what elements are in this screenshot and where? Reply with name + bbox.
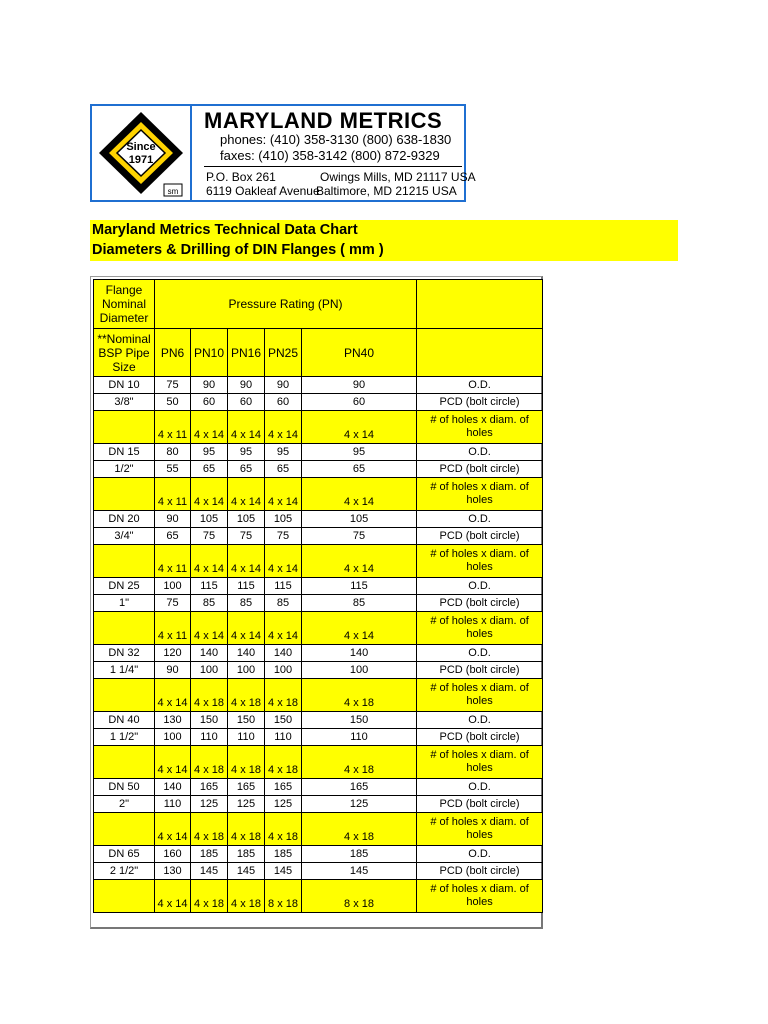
bsp-pipe-size-cell: 2 1/2" [94,863,155,880]
pcd-value-cell: 60 [302,394,417,411]
od-value-cell: 185 [228,846,265,863]
table-row-holes [94,478,543,511]
od-value-cell: 115 [228,578,265,595]
pcd-value-cell: 75 [155,595,191,612]
holes-blank-cell [94,813,155,846]
holes-blank-cell [94,478,155,511]
pcd-value-cell: 125 [191,796,228,813]
table-row-od [94,779,543,796]
pcd-value-cell: 145 [302,863,417,880]
holes-value-cell: 4 x 18 [265,813,302,846]
od-value-cell: 115 [265,578,302,595]
table-row-holes [94,880,543,913]
pcd-value-cell: 65 [191,461,228,478]
flange-nominal-diameter-cell: DN 65 [94,846,155,863]
pcd-value-cell: 110 [191,729,228,746]
pcd-label-cell: PCD (bolt circle) [417,729,543,746]
holes-value-cell: 4 x 18 [191,679,228,712]
holes-value-cell: 4 x 14 [265,612,302,645]
holes-value-cell: 4 x 14 [265,478,302,511]
flange-nominal-diameter-cell: DN 50 [94,779,155,796]
od-value-cell: 185 [265,846,302,863]
pcd-value-cell: 125 [302,796,417,813]
emblem-sm-text: sm [167,187,179,196]
od-value-cell: 75 [155,377,191,394]
holes-blank-cell [94,411,155,444]
holes-value-cell: 4 x 14 [191,411,228,444]
holes-value-cell: 4 x 14 [228,411,265,444]
address-po-box: P.O. Box 261 [206,170,276,184]
holes-blank-cell [94,545,155,578]
od-value-cell: 115 [302,578,417,595]
holes-value-cell: 4 x 14 [302,545,417,578]
pcd-value-cell: 100 [265,662,302,679]
holes-value-cell: 4 x 14 [155,813,191,846]
holes-label-cell: # of holes x diam. of holes [417,411,543,444]
holes-value-cell: 4 x 11 [155,411,191,444]
pcd-value-cell: 100 [155,729,191,746]
holes-value-cell: 4 x 18 [302,813,417,846]
od-value-cell: 90 [191,377,228,394]
holes-label-cell: # of holes x diam. of holes [417,880,543,913]
od-label-cell: O.D. [417,578,543,595]
header-blank-top [417,280,543,329]
holes-value-cell: 4 x 14 [228,612,265,645]
bsp-pipe-size-cell: 3/8" [94,394,155,411]
pcd-value-cell: 125 [228,796,265,813]
table-row-holes [94,411,543,444]
holes-value-cell: 4 x 14 [228,545,265,578]
emblem-year-text: 1971 [128,154,154,166]
holes-value-cell: 4 x 18 [228,813,265,846]
holes-value-cell: 4 x 14 [155,746,191,779]
pcd-value-cell: 65 [228,461,265,478]
table-row-pcd [94,461,543,478]
bsp-pipe-size-cell: 1/2" [94,461,155,478]
holes-value-cell: 4 x 18 [228,880,265,913]
od-value-cell: 130 [155,712,191,729]
holes-label-cell: # of holes x diam. of holes [417,746,543,779]
pcd-value-cell: 50 [155,394,191,411]
table-row-holes [94,545,543,578]
header-pn40: PN40 [302,329,417,377]
od-value-cell: 95 [265,444,302,461]
table-row-pcd [94,595,543,612]
flange-nominal-diameter-cell: DN 25 [94,578,155,595]
holes-blank-cell [94,612,155,645]
holes-blank-cell [94,746,155,779]
od-value-cell: 80 [155,444,191,461]
table-row-pcd [94,528,543,545]
holes-value-cell: 4 x 14 [302,612,417,645]
header-pn25: PN25 [265,329,302,377]
od-value-cell: 150 [228,712,265,729]
flange-nominal-diameter-cell: DN 15 [94,444,155,461]
od-value-cell: 100 [155,578,191,595]
od-value-cell: 140 [191,645,228,662]
od-value-cell: 185 [302,846,417,863]
holes-value-cell: 4 x 14 [228,478,265,511]
od-label-cell: O.D. [417,444,543,461]
od-value-cell: 140 [228,645,265,662]
od-value-cell: 140 [302,645,417,662]
holes-blank-cell [94,880,155,913]
od-value-cell: 120 [155,645,191,662]
od-value-cell: 150 [302,712,417,729]
holes-blank-cell [94,679,155,712]
pcd-value-cell: 90 [155,662,191,679]
od-label-cell: O.D. [417,846,543,863]
holes-value-cell: 4 x 14 [265,545,302,578]
holes-value-cell: 4 x 18 [265,746,302,779]
od-value-cell: 165 [191,779,228,796]
holes-value-cell: 4 x 18 [265,679,302,712]
header-flange-nominal-diameter: Flange Nominal Diameter [94,280,155,329]
flange-table-frame [90,276,543,929]
od-value-cell: 105 [302,511,417,528]
table-row-pcd [94,863,543,880]
pcd-value-cell: 145 [228,863,265,880]
table-row-pcd [94,662,543,679]
pcd-value-cell: 75 [228,528,265,545]
title-banner [90,220,678,261]
pcd-label-cell: PCD (bolt circle) [417,461,543,478]
pcd-label-cell: PCD (bolt circle) [417,595,543,612]
holes-value-cell: 8 x 18 [302,880,417,913]
holes-value-cell: 4 x 18 [228,679,265,712]
header-pn16: PN16 [228,329,265,377]
holes-value-cell: 4 x 11 [155,545,191,578]
table-header-row-1 [94,280,543,329]
flange-nominal-diameter-cell: DN 32 [94,645,155,662]
table-row-holes [94,679,543,712]
pcd-value-cell: 55 [155,461,191,478]
holes-label-cell: # of holes x diam. of holes [417,478,543,511]
holes-value-cell: 4 x 14 [155,679,191,712]
holes-label-cell: # of holes x diam. of holes [417,813,543,846]
pcd-value-cell: 110 [155,796,191,813]
pcd-value-cell: 110 [228,729,265,746]
od-value-cell: 90 [155,511,191,528]
pcd-value-cell: 75 [191,528,228,545]
od-value-cell: 165 [228,779,265,796]
od-value-cell: 165 [302,779,417,796]
pcd-label-cell: PCD (bolt circle) [417,796,543,813]
holes-value-cell: 4 x 14 [302,411,417,444]
din-flange-table [93,279,543,913]
holes-value-cell: 4 x 18 [191,813,228,846]
pcd-value-cell: 145 [191,863,228,880]
od-value-cell: 140 [155,779,191,796]
table-row-od [94,846,543,863]
table-row-holes [94,612,543,645]
header-pressure-rating: Pressure Rating (PN) [155,280,417,329]
bsp-pipe-size-cell: 1 1/2" [94,729,155,746]
table-row-od [94,511,543,528]
od-label-cell: O.D. [417,511,543,528]
holes-value-cell: 4 x 11 [155,612,191,645]
header-pn6: PN6 [155,329,191,377]
bsp-pipe-size-cell: 1 1/4" [94,662,155,679]
holes-value-cell: 8 x 18 [265,880,302,913]
pcd-value-cell: 85 [265,595,302,612]
pcd-value-cell: 65 [155,528,191,545]
table-row-od [94,377,543,394]
pcd-value-cell: 110 [302,729,417,746]
table-row-holes [94,813,543,846]
table-row-od [94,645,543,662]
company-faxes: faxes: (410) 358-3142 (800) 872-9329 [220,148,440,163]
pcd-value-cell: 100 [228,662,265,679]
od-value-cell: 105 [191,511,228,528]
pcd-value-cell: 100 [191,662,228,679]
bsp-pipe-size-cell: 3/4" [94,528,155,545]
pcd-value-cell: 60 [265,394,302,411]
od-value-cell: 95 [191,444,228,461]
pcd-value-cell: 85 [191,595,228,612]
bsp-pipe-size-cell: 1" [94,595,155,612]
pcd-value-cell: 85 [302,595,417,612]
chart-subtitle: Diameters & Drilling of DIN Flanges ( mm ) [92,242,384,258]
holes-value-cell: 4 x 18 [191,880,228,913]
pcd-value-cell: 75 [265,528,302,545]
pcd-value-cell: 100 [302,662,417,679]
pcd-value-cell: 125 [265,796,302,813]
flange-nominal-diameter-cell: DN 20 [94,511,155,528]
pcd-value-cell: 130 [155,863,191,880]
table-row-od [94,444,543,461]
table-row-pcd [94,394,543,411]
company-name: MARYLAND METRICS [204,108,443,133]
od-label-cell: O.D. [417,779,543,796]
table-header-row-2 [94,329,543,377]
header-blank-bottom [417,329,543,377]
pcd-value-cell: 65 [302,461,417,478]
logo-emblem-frame [92,106,192,200]
od-value-cell: 185 [191,846,228,863]
holes-label-cell: # of holes x diam. of holes [417,679,543,712]
holes-value-cell: 4 x 18 [302,679,417,712]
od-value-cell: 150 [191,712,228,729]
od-value-cell: 90 [228,377,265,394]
holes-value-cell: 4 x 11 [155,478,191,511]
od-value-cell: 95 [228,444,265,461]
header-pn10: PN10 [191,329,228,377]
pcd-label-cell: PCD (bolt circle) [417,863,543,880]
pcd-value-cell: 145 [265,863,302,880]
flange-nominal-diameter-cell: DN 10 [94,377,155,394]
od-value-cell: 140 [265,645,302,662]
flange-nominal-diameter-cell: DN 40 [94,712,155,729]
od-value-cell: 165 [265,779,302,796]
pcd-value-cell: 65 [265,461,302,478]
od-label-cell: O.D. [417,712,543,729]
od-value-cell: 95 [302,444,417,461]
address-city-1: Owings Mills, MD 21117 USA [320,170,476,184]
pcd-value-cell: 60 [228,394,265,411]
pcd-label-cell: PCD (bolt circle) [417,394,543,411]
od-label-cell: O.D. [417,377,543,394]
od-label-cell: O.D. [417,645,543,662]
holes-value-cell: 4 x 18 [302,746,417,779]
holes-label-cell: # of holes x diam. of holes [417,545,543,578]
pcd-value-cell: 85 [228,595,265,612]
holes-value-cell: 4 x 14 [191,612,228,645]
pcd-value-cell: 110 [265,729,302,746]
pcd-value-cell: 75 [302,528,417,545]
since-1971-emblem [94,108,188,198]
holes-value-cell: 4 x 18 [191,746,228,779]
header-nominal-bsp-pipe-size: **Nominal BSP Pipe Size [94,329,155,377]
table-row-od [94,712,543,729]
od-value-cell: 90 [302,377,417,394]
bsp-pipe-size-cell: 2" [94,796,155,813]
od-value-cell: 150 [265,712,302,729]
table-row-pcd [94,796,543,813]
od-value-cell: 105 [265,511,302,528]
pcd-label-cell: PCD (bolt circle) [417,528,543,545]
holes-value-cell: 4 x 14 [191,545,228,578]
emblem-since-text: Since [126,141,156,153]
holes-value-cell: 4 x 14 [155,880,191,913]
table-row-pcd [94,729,543,746]
chart-title: Maryland Metrics Technical Data Chart [92,222,358,238]
pcd-value-cell: 60 [191,394,228,411]
holes-label-cell: # of holes x diam. of holes [417,612,543,645]
company-phones: phones: (410) 358-3130 (800) 638-1830 [220,132,452,147]
od-value-cell: 115 [191,578,228,595]
table-row-holes [94,746,543,779]
address-divider [204,166,462,167]
holes-value-cell: 4 x 14 [191,478,228,511]
table-row-od [94,578,543,595]
od-value-cell: 90 [265,377,302,394]
company-logo-block [90,104,476,202]
address-street: 6119 Oakleaf Avenue [206,184,320,198]
od-value-cell: 160 [155,846,191,863]
address-city-2: Baltimore, MD 21215 USA [316,184,457,198]
od-value-cell: 105 [228,511,265,528]
holes-value-cell: 4 x 14 [302,478,417,511]
holes-value-cell: 4 x 14 [265,411,302,444]
pcd-label-cell: PCD (bolt circle) [417,662,543,679]
holes-value-cell: 4 x 18 [228,746,265,779]
